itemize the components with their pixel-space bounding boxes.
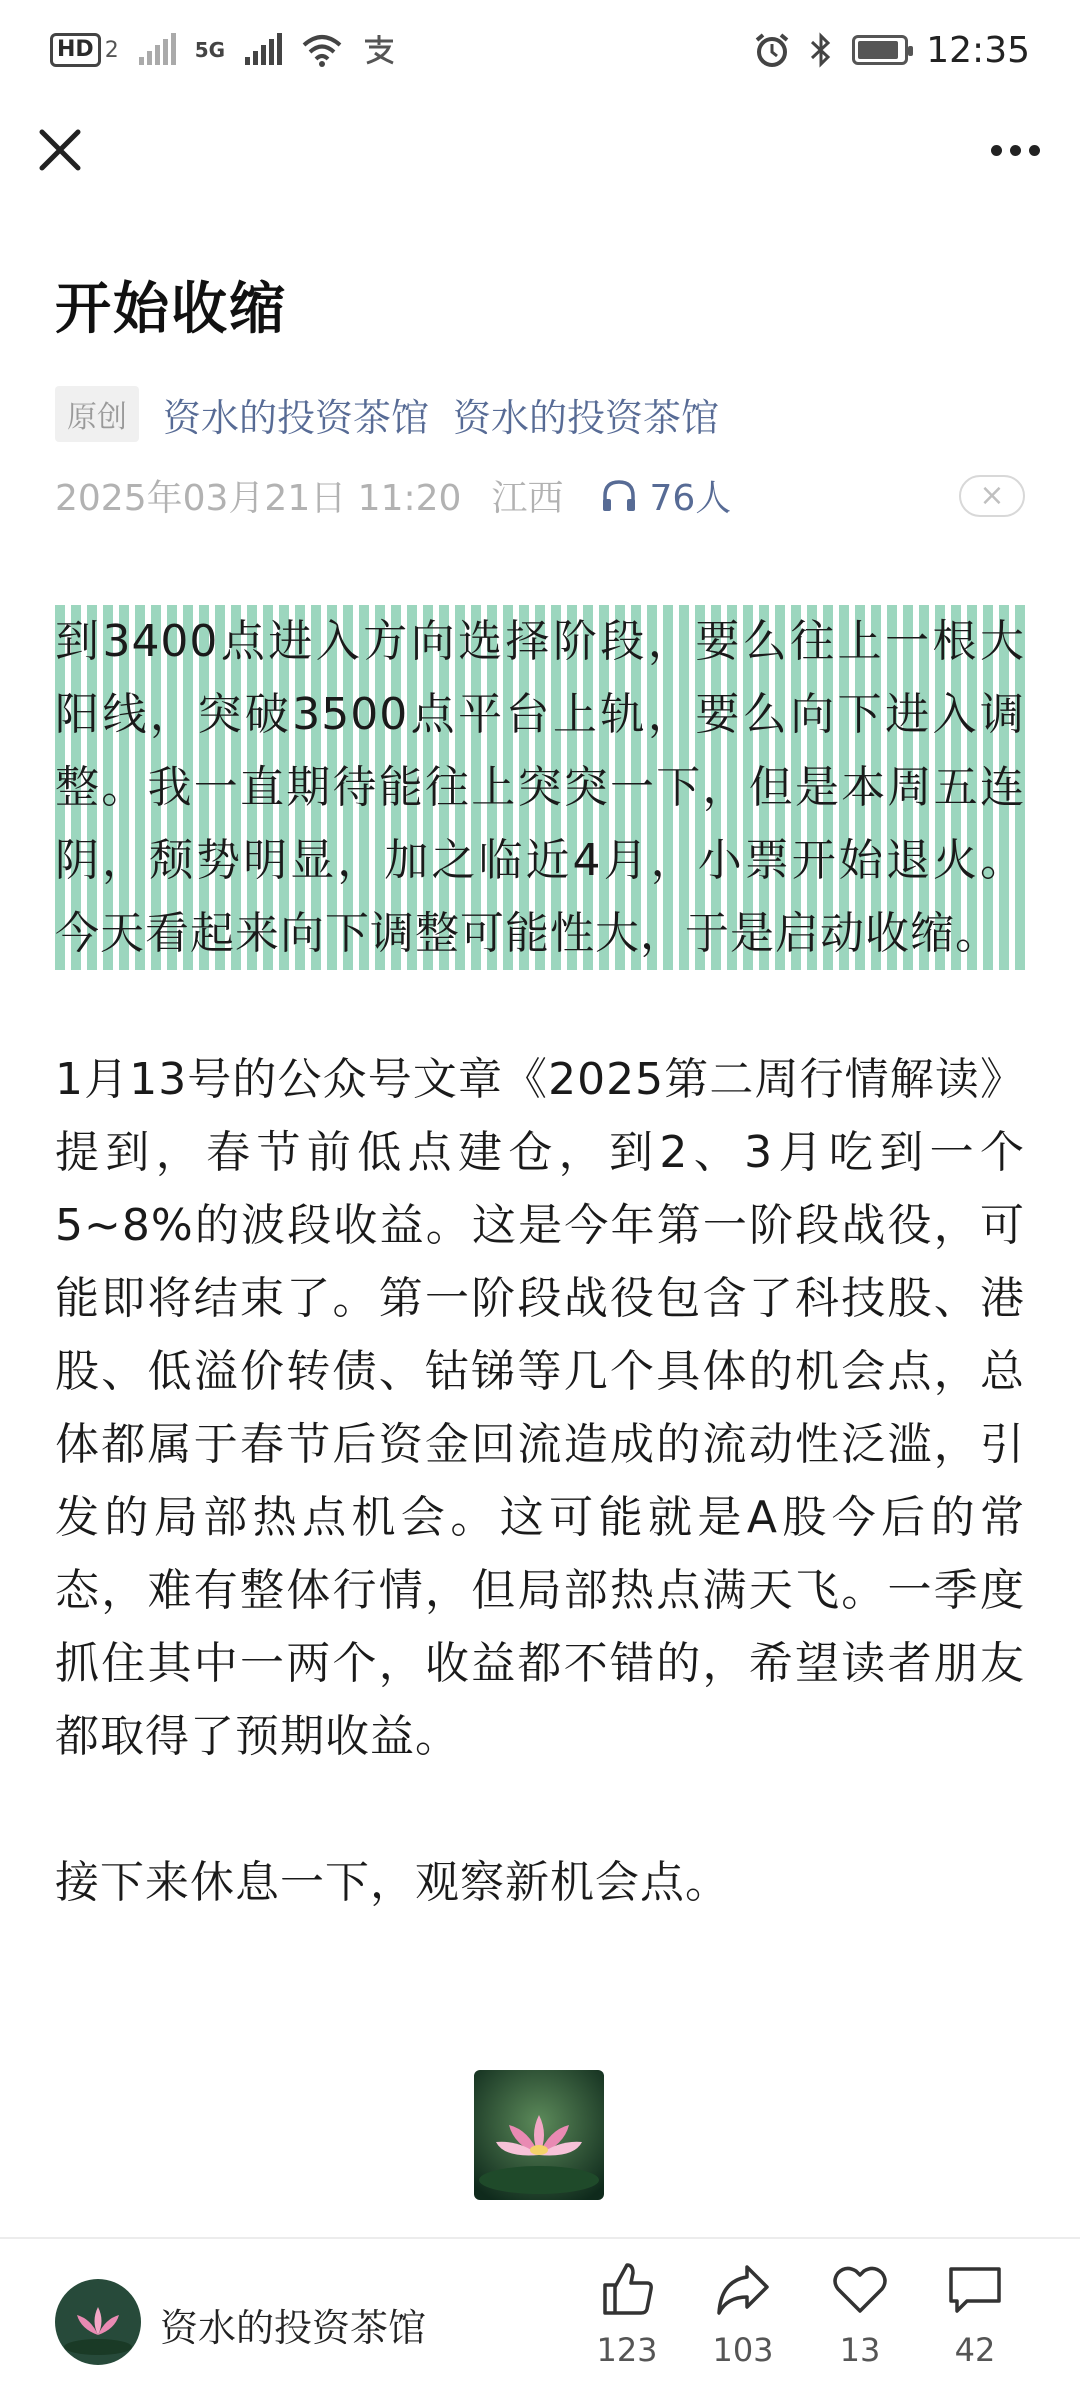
publish-datetime: 2025年03月21日 11:20 (55, 478, 462, 519)
share-button[interactable] (688, 2259, 798, 2369)
lotus-illustration (474, 2070, 604, 2200)
thumbs-up-icon (597, 2259, 657, 2319)
publish-region: 江西 (491, 478, 564, 519)
hd-indicator: HD (50, 33, 101, 67)
bottom-account-name[interactable]: 资水的投资茶馆 (160, 2306, 427, 2350)
more-dot-icon (991, 145, 1002, 156)
sim-indicator: 2 (104, 37, 119, 63)
dismiss-pill-button[interactable] (959, 475, 1025, 517)
share-count: 103 (712, 2331, 774, 2369)
like-count: 123 (596, 2331, 658, 2369)
favorite-count: 13 (839, 2331, 881, 2369)
close-button[interactable] (30, 120, 90, 180)
signal-2-icon (243, 33, 283, 67)
account-avatar[interactable] (55, 2279, 141, 2365)
share-icon (713, 2259, 773, 2319)
close-small-icon: × (979, 478, 1005, 513)
signal-1-icon (137, 33, 177, 67)
comment-icon (945, 2259, 1005, 2319)
alipay-icon (361, 33, 397, 67)
close-icon (30, 120, 90, 180)
article-body (55, 605, 1025, 1919)
more-dot-icon (1010, 145, 1021, 156)
paragraph-3: 接下来休息一下，观察新机会点。 (55, 1857, 730, 1908)
paragraph-2: 1月13号的公众号文章《2025第二周行情解读》提到，春节前低点建仓，到2、3月吃到一个5~8%的波段收益。这是今年第一阶段战役，可能即将结束了。第一阶段战役包含了科技股、港股、低溢价转债、钴锑等几个具体的机会点，总体都属于春节后资金回流造成的流动性泛滥，引发的局部热点机会。这可能就是A股今后的常态，难有整体行情，但局部热点满天飞。一季度抓住其中一两个，收益都不错的，希望读者朋友都取得了预期收益。 (55, 1054, 1025, 1762)
headphone-icon (599, 476, 639, 516)
network-type-indicator: 5G (194, 38, 226, 62)
favorite-button[interactable] (805, 2259, 915, 2369)
status-right (754, 30, 1030, 71)
author-link[interactable]: 资水的投资茶馆 (163, 395, 430, 440)
clock: 12:35 (926, 29, 1030, 71)
alarm-icon (754, 32, 790, 68)
status-bar (0, 0, 1080, 100)
original-badge: 原创 (55, 386, 139, 442)
like-button[interactable] (572, 2259, 682, 2369)
lotus-image (474, 2070, 604, 2200)
listener-count: 76人 (649, 478, 732, 519)
comment-button[interactable] (920, 2259, 1030, 2369)
top-nav (0, 100, 1080, 200)
more-dot-icon (1029, 145, 1040, 156)
account-link[interactable]: 资水的投资茶馆 (453, 395, 720, 440)
comment-count: 42 (954, 2331, 996, 2369)
article-meta-author (55, 386, 719, 442)
more-options-button[interactable] (980, 120, 1050, 180)
heart-icon (830, 2259, 890, 2319)
wifi-icon (301, 33, 343, 67)
avatar-lotus-icon (55, 2279, 141, 2365)
battery-icon (852, 35, 908, 65)
status-left (50, 33, 397, 67)
bottom-action-bar (0, 2237, 1080, 2400)
bluetooth-icon (808, 32, 834, 68)
article-meta-info (55, 470, 1025, 521)
listen-button[interactable] (599, 470, 731, 521)
paragraph-1: 到3400点进入方向选择阶段，要么往上一根大阳线，突破3500点平台上轨，要么向下进入调整。我一直期待能往上突突一下，但是本周五连阴，颓势明显，加之临近4月，小票开始退火。今天看起来向下调整可能性大，于是启动收缩。 (55, 605, 1025, 970)
article-title: 开始收缩 (55, 277, 287, 342)
